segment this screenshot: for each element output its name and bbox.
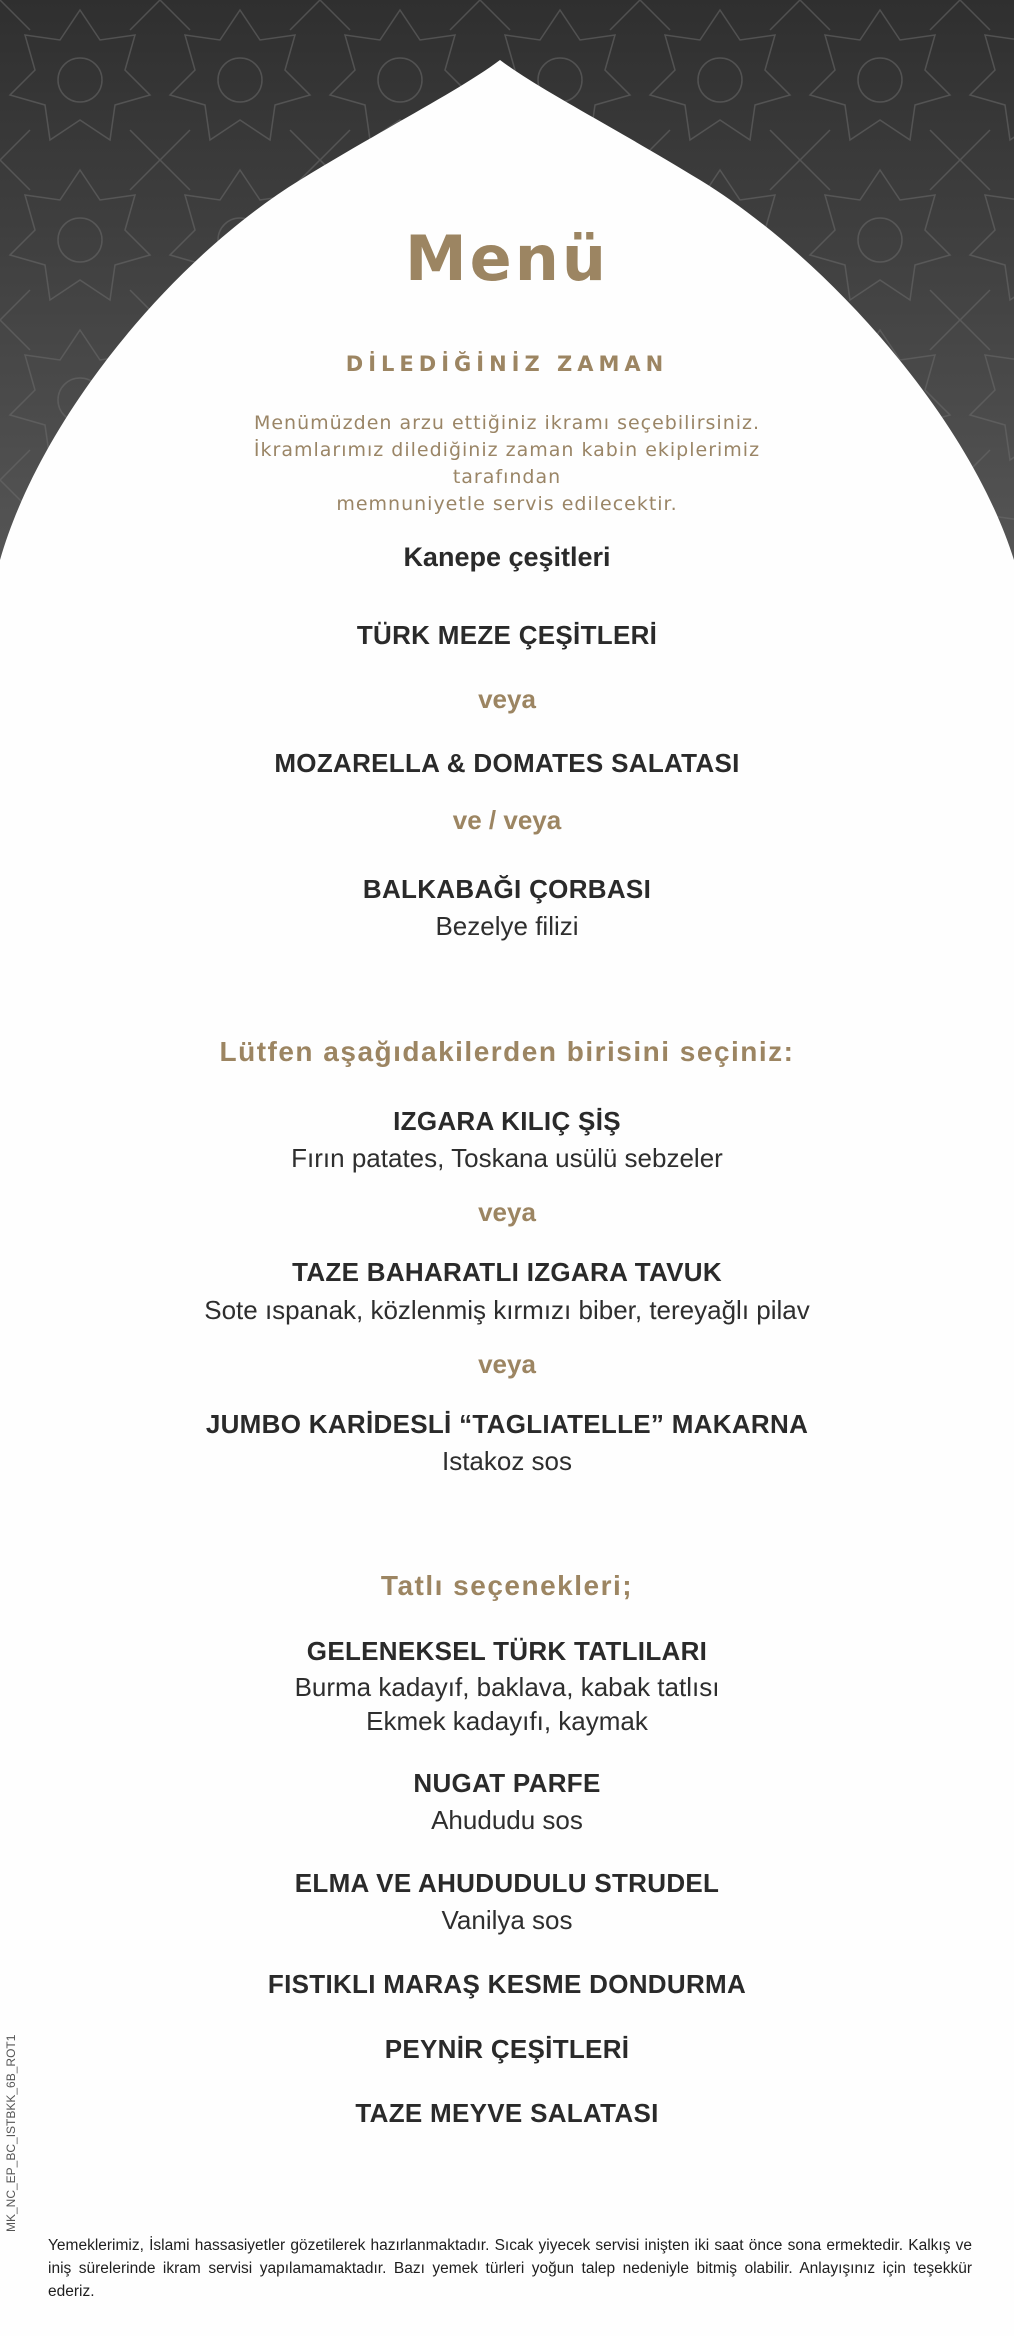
and-or-separator: ve / veya [452,805,562,835]
turkish-desserts-description: Ekmek kadayıfı, kaymak [366,1706,648,1736]
strudel-description: Vanilya sos [441,1905,573,1935]
or-separator: veya [478,684,536,714]
mains-heading: Lütfen aşağıdakilerden birisini seçiniz: [219,1036,795,1067]
turkish-desserts-description: Burma kadayıf, baklava, kabak tatlısı [294,1672,720,1702]
soup-item: BALKABAĞI ÇORBASI [362,874,652,904]
canape-item: Kanepe çeşitleri [403,542,611,572]
menu-title: Menü [404,222,610,295]
footer-note: Yemeklerimiz, İslami hassasiyetler gözetilerek hazırlanmaktadır. Sıcak yiyecek servisi inişten iki saat önce sona ermektedir. Kalkış ve iniş sürelerinde ikram servisi yapılamamaktadır. Bazı yemek türleri yoğun talep nedeniyle bitmiş olabilir. Anlayışınız için teşekkür ederiz. [48,2237,972,2300]
meze-item: TÜRK MEZE ÇEŞİTLERİ [356,620,658,650]
intro-line: İkramlarımız dilediğiniz zaman kabin ekiplerimiz tarafından [253,439,761,488]
icecream-item: FISTIKLI MARAŞ KESME DONDURMA [267,1969,747,1999]
menu-intro [200,410,814,518]
nougat-item: NUGAT PARFE [413,1768,601,1798]
cheese-item: PEYNİR ÇEŞİTLERİ [384,2034,630,2064]
soup-description: Bezelye filizi [435,911,579,941]
desserts-heading: Tatlı seçenekleri; [380,1570,634,1601]
fruit-salad-item: TAZE MEYVE SALATASI [355,2098,659,2128]
menu-subtitle: DİLEDİĞİNİZ ZAMAN [345,352,669,376]
intro-line: Menümüzden arzu ettiğiniz ikramı seçebilirsiniz. [253,412,761,434]
intro-line: memnuniyetle servis edilecektir. [336,493,678,515]
chicken-item: TAZE BAHARATLI IZGARA TAVUK [292,1257,722,1287]
pasta-item: JUMBO KARİDESLİ “TAGLIATELLE” MAKARNA [205,1409,809,1439]
nougat-description: Ahududu sos [431,1805,583,1835]
or-separator: veya [478,1349,536,1379]
pasta-description: Istakoz sos [441,1446,573,1476]
fish-item: IZGARA KILIÇ ŞİŞ [393,1106,621,1136]
chicken-description: Sote ıspanak, közlenmiş kırmızı biber, tereyağlı pilav [204,1295,810,1325]
fish-description: Fırın patates, Toskana usülü sebzeler [291,1143,723,1173]
menu-code: MK_NC_EP_BC_ISTBKK_6B_ROT1 [4,2034,18,2232]
or-separator: veya [478,1197,536,1227]
salad-item: MOZARELLA & DOMATES SALATASI [274,748,740,778]
strudel-item: ELMA VE AHUDUDULU STRUDEL [294,1868,720,1898]
turkish-desserts-item: GELENEKSEL TÜRK TATLILARI [306,1636,708,1666]
